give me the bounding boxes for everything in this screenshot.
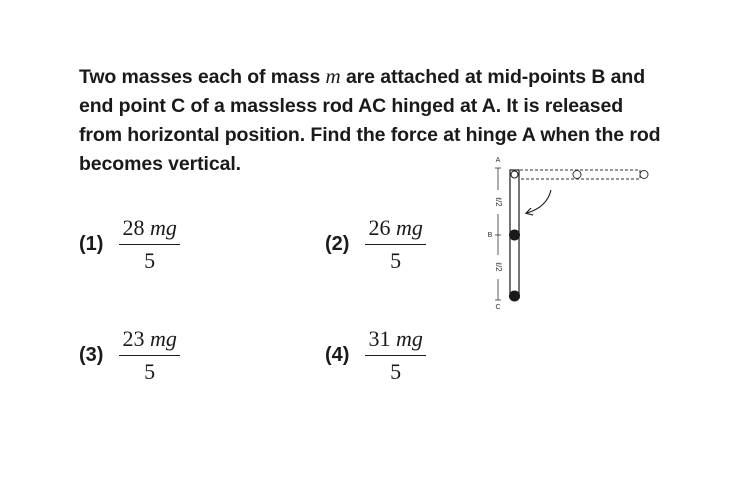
label-a: A — [495, 157, 501, 164]
fraction-denominator: 5 — [144, 248, 156, 273]
option-number: (4) — [325, 344, 350, 366]
option-fraction — [119, 215, 179, 274]
fraction-numerator: 28 mg — [119, 215, 179, 245]
fraction-numerator: 26 mg — [365, 215, 425, 245]
label-c: C — [495, 304, 501, 311]
option-number: (1) — [79, 233, 104, 255]
fraction-denominator: 5 — [390, 248, 402, 273]
question-part-1: Two masses each of mass — [79, 66, 321, 88]
question-part-2: are attached at mid-points B and end point C of a massless rod AC hinged at A. It is released from horizontal position. Find the force at hinge A when the rod becomes vertical. — [79, 66, 661, 175]
option-fraction — [365, 215, 425, 274]
mass-variable: m — [325, 64, 341, 88]
option-number: (3) — [79, 344, 104, 366]
rod-diagram — [475, 150, 665, 320]
segment-label-top: ℓ/2 — [493, 197, 503, 207]
hinge-a — [511, 171, 518, 178]
fraction-numerator: 31 mg — [365, 326, 425, 356]
option-2[interactable] — [325, 215, 426, 274]
fraction-denominator: 5 — [390, 359, 402, 384]
mass-b — [509, 230, 520, 241]
option-1[interactable] — [79, 215, 180, 274]
mass-b-initial — [573, 171, 581, 179]
segment-label-bottom: ℓ/2 — [493, 262, 503, 272]
option-4[interactable] — [325, 326, 426, 385]
option-3[interactable] — [79, 326, 180, 385]
option-fraction — [119, 326, 179, 385]
fraction-numerator: 23 mg — [119, 326, 179, 356]
fraction-denominator: 5 — [144, 359, 156, 384]
mass-c-initial — [640, 171, 648, 179]
option-fraction — [365, 326, 425, 385]
label-b: B — [487, 232, 493, 239]
option-number: (2) — [325, 233, 350, 255]
mass-c — [509, 291, 520, 302]
rotation-arrow-icon — [527, 190, 551, 213]
